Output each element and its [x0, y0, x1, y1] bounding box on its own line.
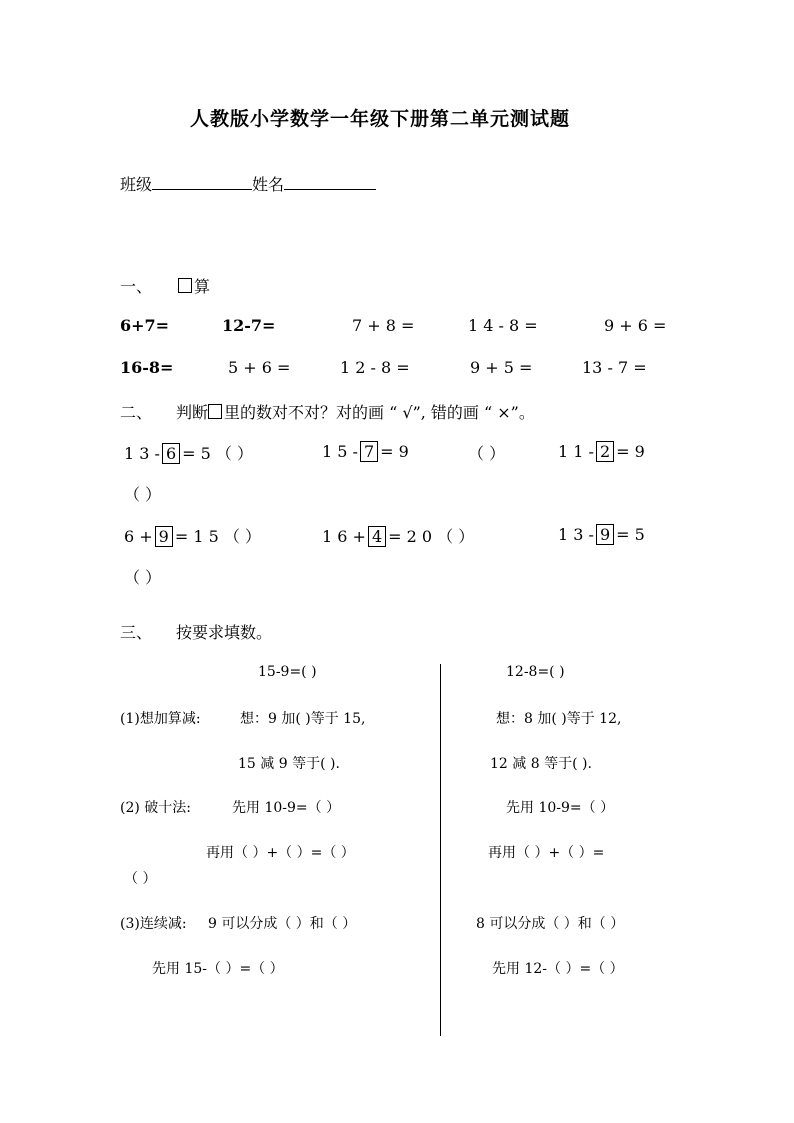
judge-item-6-answer[interactable]: （ ） [124, 568, 162, 587]
square-box-icon [178, 278, 192, 293]
section2-heading-post: 里的数对不对？对的画 “ √”, 错的画 “ ×”。 [224, 403, 535, 422]
class-blank[interactable] [152, 175, 252, 190]
column-divider [440, 664, 441, 1036]
oral-item: 7 + 8 = [352, 316, 415, 335]
oral-item: 5 + 6 = [228, 358, 291, 377]
oral-item: 16-8= [120, 358, 174, 377]
q1-right-line-a: 想：8 加( )等于 12, [496, 711, 622, 727]
oral-item: 1 2 - 8 = [340, 358, 410, 377]
right-equation: 12-8=( ) [506, 664, 565, 680]
q3-right-line-a: 8 可以分成（ ）和（ ） [476, 916, 625, 932]
section2-heading [176, 400, 535, 423]
name-blank[interactable] [284, 175, 376, 190]
square-box-icon [208, 404, 222, 419]
boxed-number: 9 [596, 524, 614, 545]
oral-item: 13 - 7 = [582, 358, 647, 377]
oral-item: 1 4 - 8 = [468, 316, 538, 335]
class-label: 班级 [120, 175, 153, 194]
judge-item-1: 1 3 - 6 = 5 （ ） [124, 444, 253, 463]
section3-heading: 按要求填数。 [176, 623, 273, 642]
q2-label: (2) 破十法: [120, 800, 191, 816]
page-title: 人教版小学数学一年级下册第二单元测试题 [190, 108, 571, 130]
oral-item: 12-7= [222, 316, 276, 335]
q3-left-line-b: 先用 15-（ ）=（ ） [152, 961, 284, 977]
oral-item: 9 + 6 = [604, 316, 667, 335]
q1-left-line-b: 15 减 9 等于( ). [238, 756, 340, 772]
judge-item-2-answer[interactable]: （ ） [468, 444, 506, 463]
judge-item-3: 1 1 - 2 = 9 [558, 442, 645, 461]
q2-left-line-c: （ ） [124, 871, 157, 887]
oral-item: 6+7= [120, 316, 170, 335]
left-equation: 15-9=( ) [258, 664, 317, 680]
section1-number: 一、 [120, 277, 153, 296]
judge-item-2: 1 5 - 7 = 9 [322, 442, 409, 461]
q2-right-line-b: 再用（ ）+（ ）= [488, 845, 605, 861]
boxed-number: 2 [596, 441, 614, 462]
q1-left-line-a: 想：9 加( )等于 15, [240, 711, 366, 727]
section2-number: 二、 [120, 403, 153, 422]
q3-left-line-a: 9 可以分成（ ）和（ ） [208, 916, 357, 932]
boxed-number: 9 [155, 526, 173, 547]
q1-right-line-b: 12 减 8 等于( ). [490, 756, 592, 772]
section3-number: 三、 [120, 623, 153, 642]
q3-right-line-b: 先用 12-（ ）=（ ） [492, 961, 624, 977]
judge-item-4: 6 + 9 = 1 5 （ ） [124, 527, 261, 546]
boxed-number: 6 [162, 443, 180, 464]
oral-item: 9 + 5 = [470, 358, 533, 377]
judge-item-3-answer[interactable]: （ ） [124, 485, 162, 504]
section1-heading-text: 算 [194, 277, 211, 296]
student-info-line [120, 172, 376, 195]
q3-label: (3)连续减: [120, 916, 187, 932]
section1-heading [178, 274, 210, 297]
boxed-number: 7 [360, 441, 378, 462]
q2-left-line-a: 先用 10-9=（ ） [232, 800, 341, 816]
boxed-number: 4 [368, 526, 386, 547]
section2-heading-pre: 判断 [176, 403, 209, 422]
judge-item-5: 1 6 + 4 = 2 0 （ ） [322, 527, 475, 546]
name-label: 姓名 [252, 175, 285, 194]
q2-right-line-a: 先用 10-9=（ ） [506, 800, 615, 816]
judge-item-6: 1 3 - 9 = 5 [558, 525, 645, 544]
q2-left-line-b: 再用（ ）+（ ）=（ ） [206, 845, 355, 861]
q1-label: (1)想加算减: [120, 711, 201, 727]
